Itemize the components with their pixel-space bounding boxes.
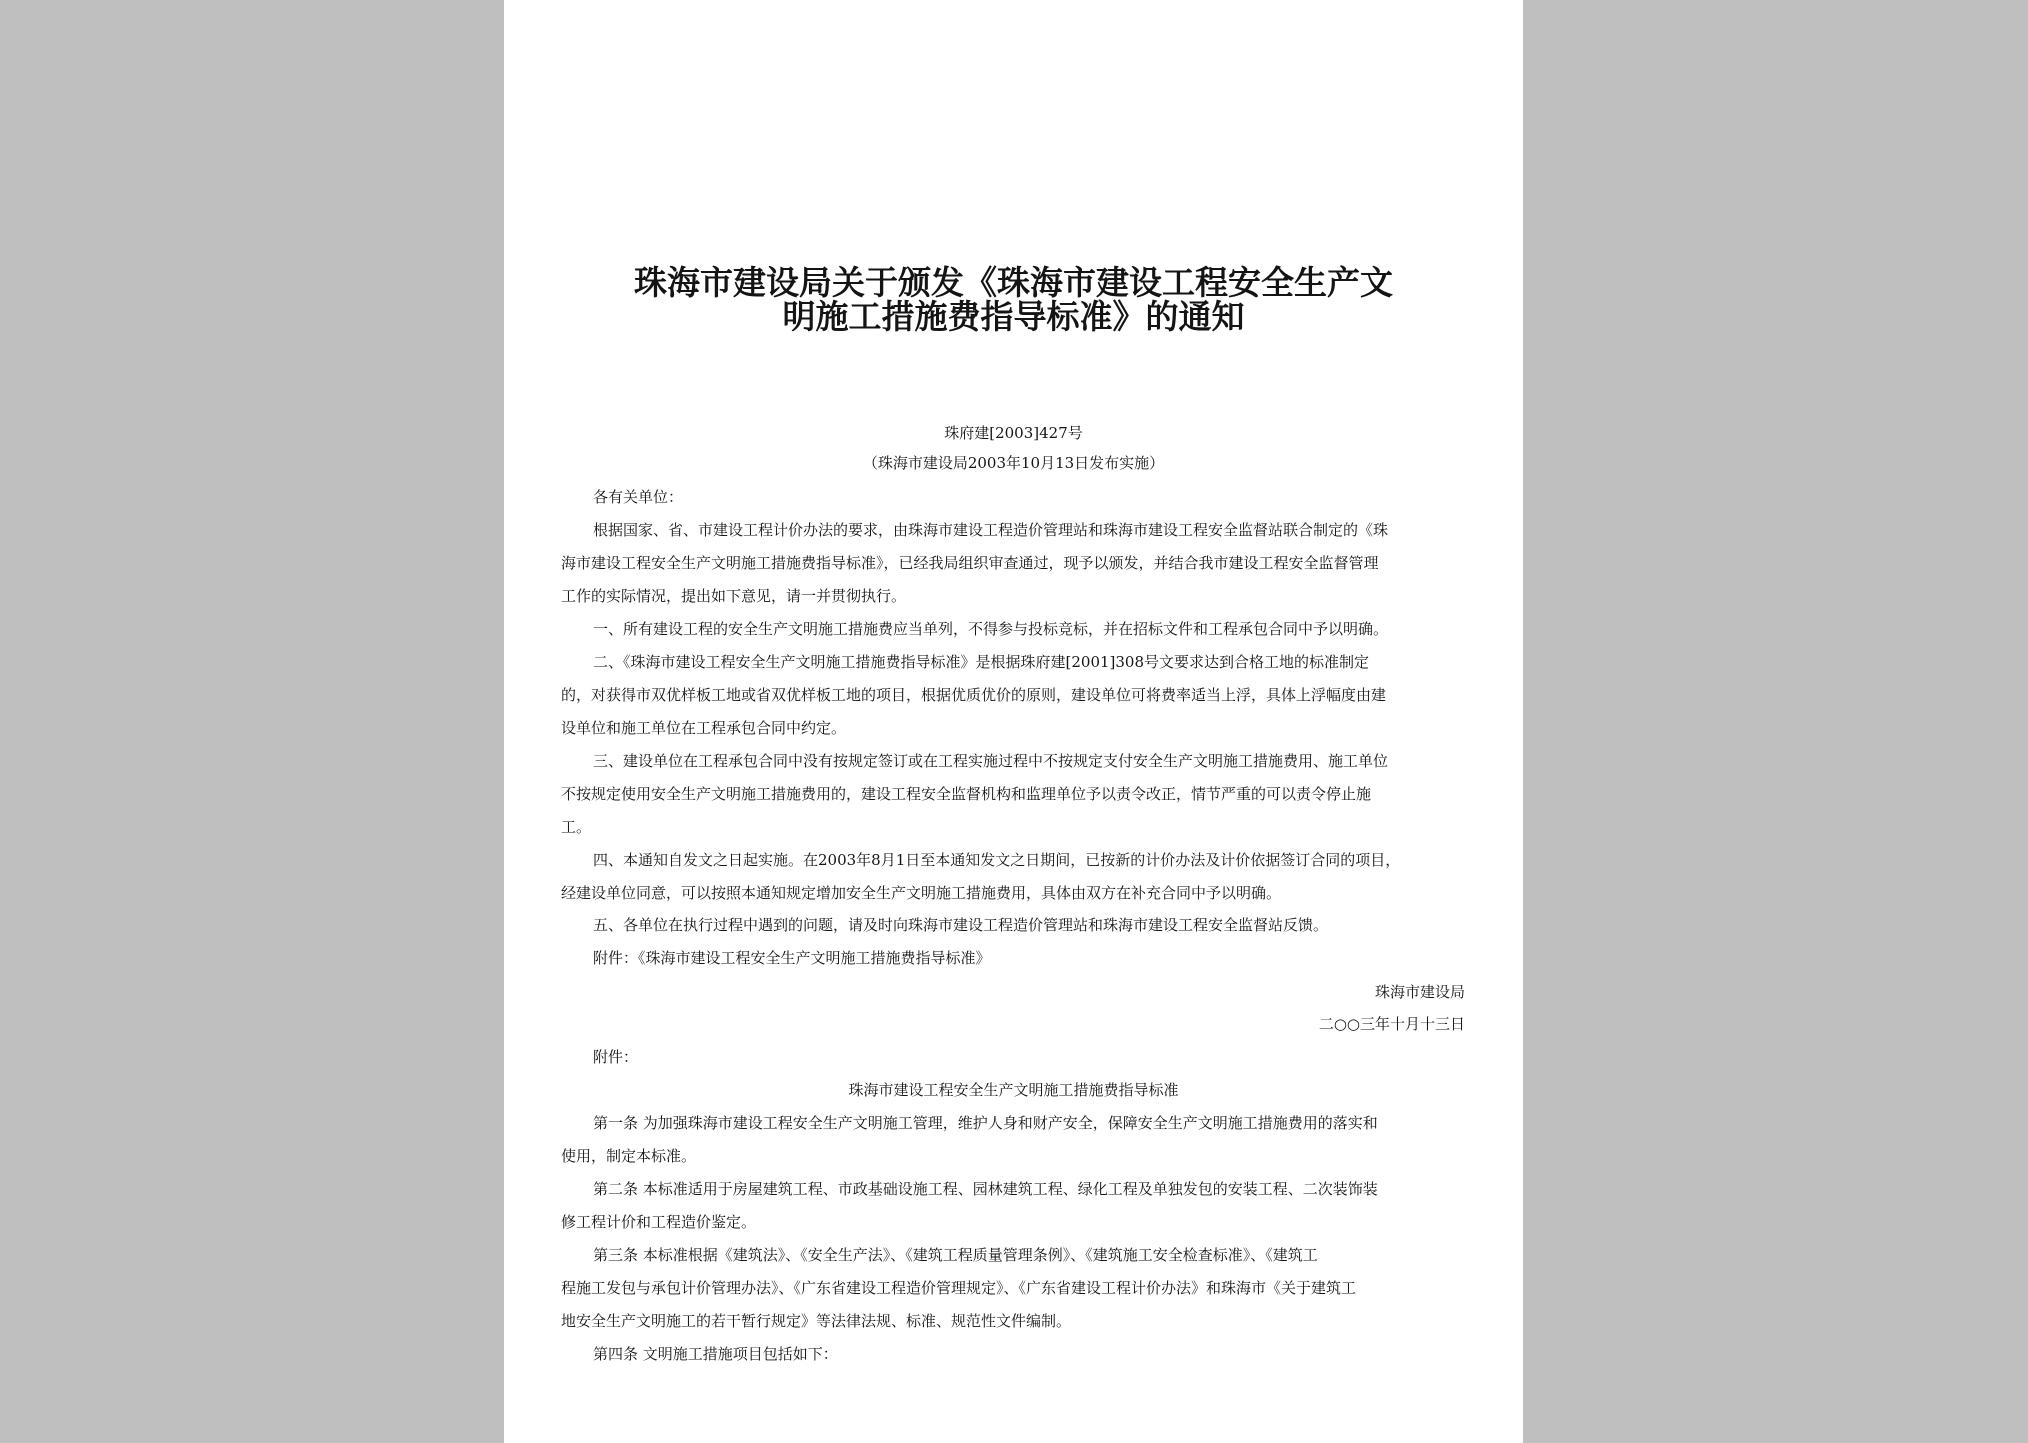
body-line: 三、建设单位在工程承包合同中没有按规定签订或在工程实施过程中不按规定支付安全生产文明施工措施费用、施工单位 — [593, 752, 1389, 770]
attachment-label: 附件： — [593, 1048, 639, 1066]
issue-note: （珠海市建设局2003年10月13日发布实施） — [862, 454, 1165, 472]
body-line: 设单位和施工单位在工程承包合同中约定。 — [561, 719, 847, 737]
article-line: 第二条 本标准适用于房屋建筑工程、市政基础设施工程、园林建筑工程、绿化工程及单独发包的安装工程、二次装饰装 — [593, 1180, 1378, 1198]
article-line: 使用，制定本标准。 — [561, 1147, 697, 1165]
document-page — [504, 0, 1523, 1443]
body-line: 不按规定使用安全生产文明施工措施费用的，建设工程安全监督机构和监理单位予以责令改正，情节严重的可以责令停止施 — [561, 785, 1372, 803]
article-line: 程施工发包与承包计价管理办法》、《广东省建设工程造价管理规定》、《广东省建设工程计价办法》和珠海市《关于建筑工 — [561, 1279, 1357, 1297]
article-line: 第一条 为加强珠海市建设工程安全生产文明施工管理，维护人身和财产安全，保障安全生产文明施工措施费用的落实和 — [593, 1114, 1378, 1132]
article-line: 地安全生产文明施工的若干暂行规定》等法律法规、标准、规范性文件编制。 — [561, 1312, 1072, 1330]
salutation: 各有关单位： — [593, 488, 684, 506]
body-line: 二、《珠海市建设工程安全生产文明施工措施费指导标准》是根据珠府建[2001]308号文要求达到合格工地的标准制定 — [593, 653, 1370, 671]
signature-organization: 珠海市建设局 — [1374, 983, 1465, 1001]
body-line: 工。 — [561, 818, 592, 836]
body-line: 五、各单位在执行过程中遇到的问题，请及时向珠海市建设工程造价管理站和珠海市建设工程安全监督站反馈。 — [593, 916, 1329, 934]
signature-date: 二○○三年十月十三日 — [1318, 1015, 1465, 1033]
document-title-line-2: 明施工措施费指导标准》的通知 — [782, 297, 1245, 336]
attachment-title: 珠海市建设工程安全生产文明施工措施费指导标准 — [848, 1081, 1179, 1099]
body-line: 海市建设工程安全生产文明施工措施费指导标准》，已经我局组织审查通过，现予以颁发，并结合我市建设工程安全监督管理 — [561, 554, 1379, 572]
body-line: 经建设单位同意，可以按照本通知规定增加安全生产文明施工措施费用，具体由双方在补充合同中予以明确。 — [561, 884, 1282, 902]
article-line: 第四条 文明施工措施项目包括如下： — [593, 1345, 838, 1363]
body-line: 的，对获得市双优样板工地或省双优样板工地的项目，根据优质优价的原则，建设单位可将费率适当上浮，具体上浮幅度由建 — [561, 686, 1387, 704]
body-line: 附件：《珠海市建设工程安全生产文明施工措施费指导标准》 — [593, 949, 991, 967]
body-line: 根据国家、省、市建设工程计价办法的要求，由珠海市建设工程造价管理站和珠海市建设工程安全监督站联合制定的《珠 — [593, 521, 1389, 539]
body-line: 一、所有建设工程的安全生产文明施工措施费应当单列，不得参与投标竞标，并在招标文件和工程承包合同中予以明确。 — [593, 620, 1389, 638]
document-title-line-1: 珠海市建设局关于颁发《珠海市建设工程安全生产文 — [634, 263, 1393, 302]
body-line: 四、本通知自发文之日起实施。在2003年8月1日至本通知发文之日期间，已按新的计价办法及计价依据签订合同的项目， — [593, 851, 1401, 869]
document-number: 珠府建[2003]427号 — [944, 424, 1083, 442]
article-line: 修工程计价和工程造价鉴定。 — [561, 1213, 757, 1231]
article-line: 第三条 本标准根据《建筑法》、《安全生产法》、《建筑工程质量管理条例》、《建筑施工安全检查标准》、《建筑工 — [593, 1246, 1318, 1264]
body-line: 工作的实际情况，提出如下意见，请一并贯彻执行。 — [561, 587, 907, 605]
